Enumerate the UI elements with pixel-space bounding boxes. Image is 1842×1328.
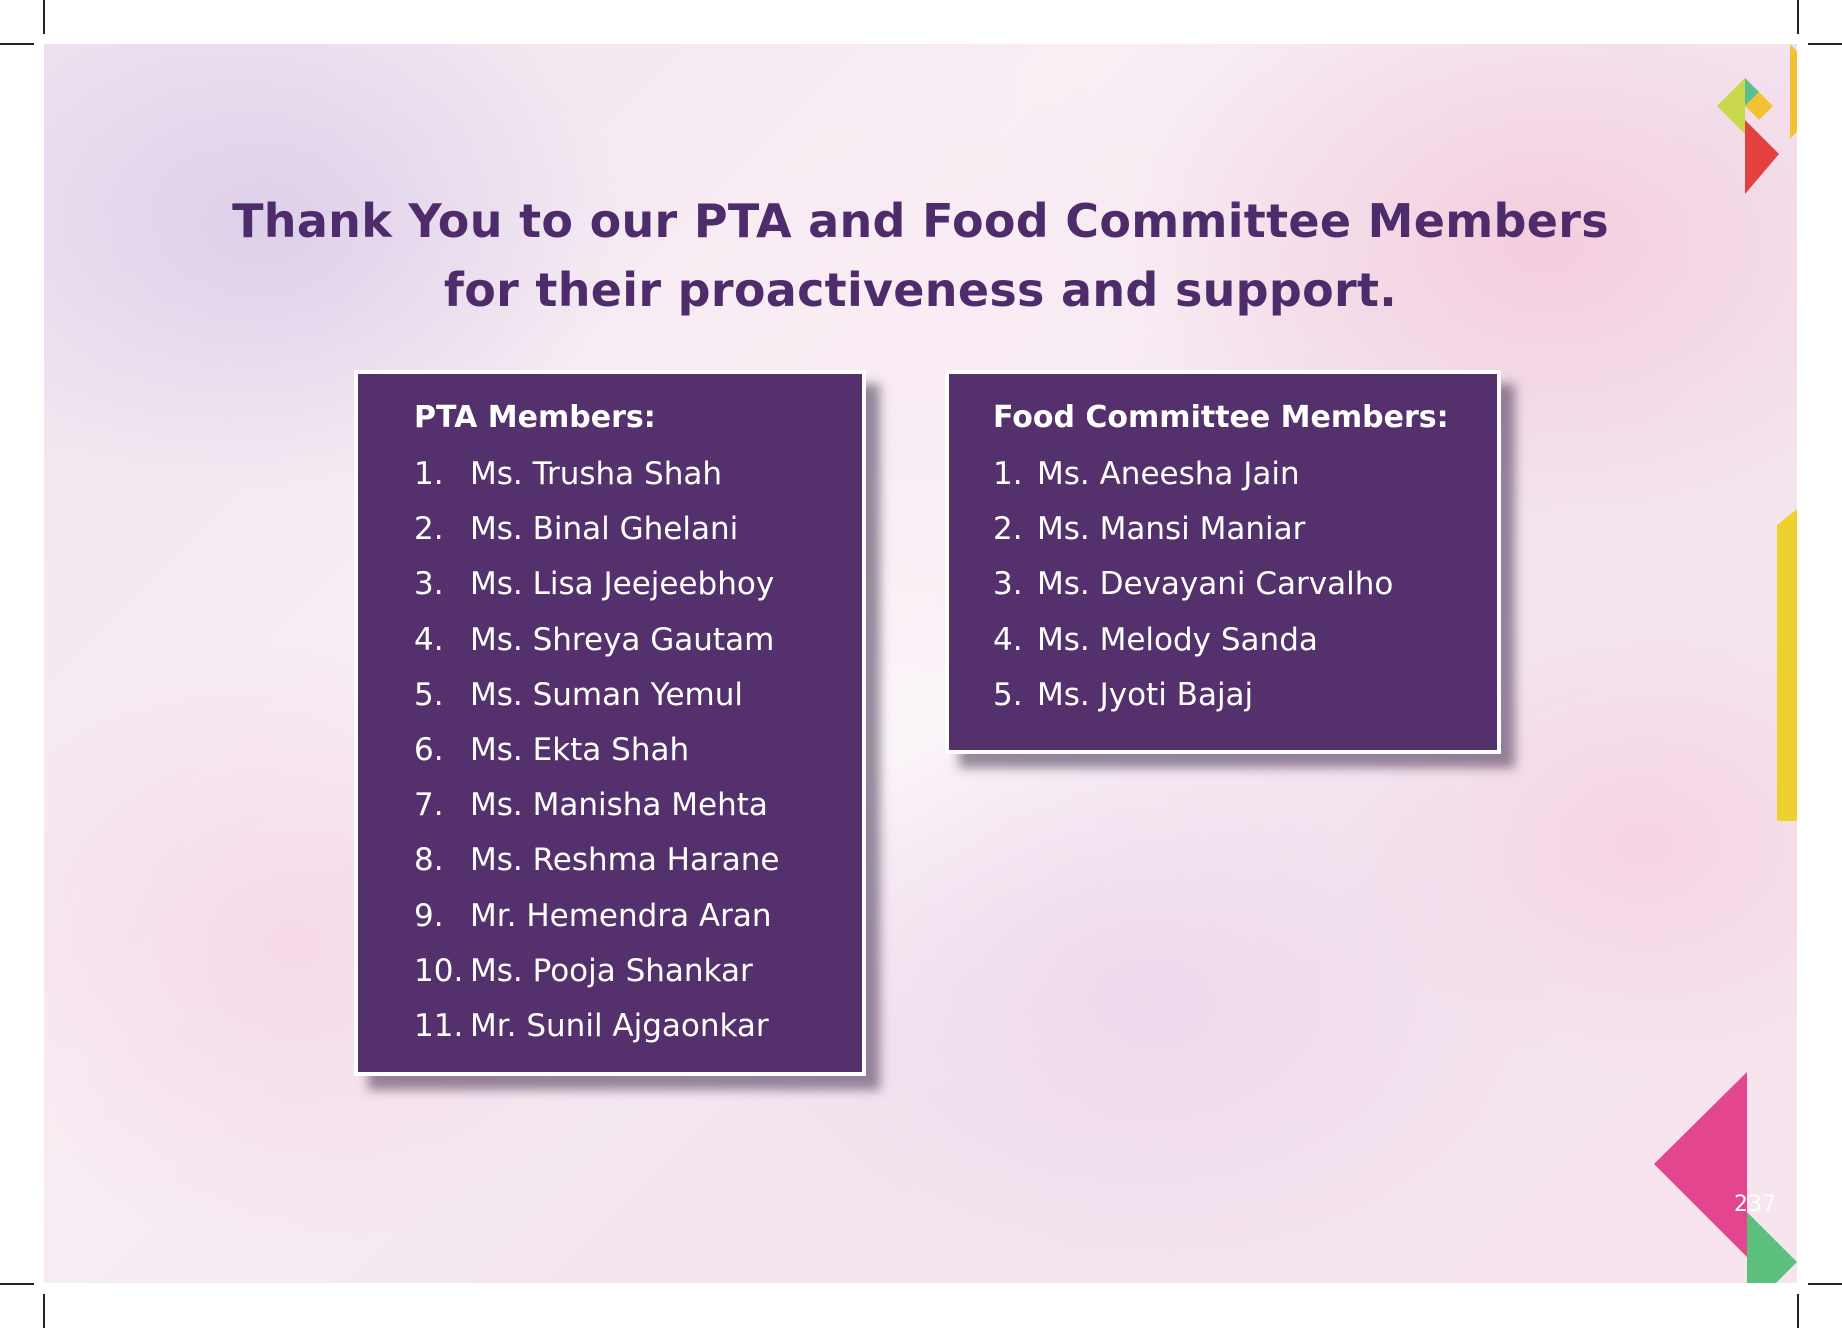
- crop-mark: [0, 1283, 34, 1285]
- list-item-name: Ms. Lisa Jeejeebhoy: [470, 566, 775, 603]
- list-item-name: Ms. Binal Ghelani: [470, 511, 739, 548]
- pta-members-list: [414, 454, 779, 1061]
- list-item-number: 3.: [414, 566, 444, 603]
- list-item-number: 2.: [414, 511, 444, 548]
- list-item-number: 5.: [414, 676, 444, 713]
- crop-mark: [43, 0, 45, 34]
- crop-mark: [0, 43, 34, 45]
- list-item-number: 1.: [414, 456, 444, 492]
- pta-members-panel: [354, 370, 866, 1076]
- red-triangle: [1745, 120, 1779, 194]
- list-item: [414, 840, 779, 895]
- list-item-name: Ms. Reshma Harane: [470, 842, 780, 879]
- crop-mark: [1808, 1283, 1842, 1285]
- list-item: [414, 675, 779, 730]
- list-item-name: Ms. Suman Yemul: [470, 676, 743, 713]
- lime-triangle: [1717, 78, 1745, 134]
- list-item-name: Ms. Trusha Shah: [470, 456, 722, 492]
- list-item: [993, 620, 1393, 675]
- pink-triangle: [1654, 1072, 1747, 1257]
- heading-line-1: Thank You to our PTA and Food Committee Members: [232, 194, 1609, 248]
- list-item-name: Mr. Sunil Ajgaonkar: [470, 1007, 769, 1044]
- list-item-number: 10.: [414, 952, 464, 989]
- list-item: [414, 896, 779, 951]
- food-committee-panel: [945, 370, 1501, 754]
- pta-members-title: PTA Members:: [414, 400, 656, 435]
- list-item-number: 8.: [414, 842, 444, 879]
- list-item-name: Mr. Hemendra Aran: [470, 897, 772, 934]
- list-item-number: 4.: [993, 621, 1023, 658]
- list-item-number: 11.: [414, 1007, 464, 1044]
- green-triangle: [1747, 1212, 1797, 1283]
- list-item: [414, 454, 779, 509]
- list-item: [993, 564, 1393, 619]
- list-item-name: Ms. Devayani Carvalho: [1037, 566, 1394, 603]
- list-item-number: 5.: [993, 676, 1023, 713]
- list-item: [993, 454, 1393, 509]
- page-number: 237: [1734, 1192, 1776, 1217]
- list-item: [414, 1006, 779, 1061]
- list-item: [414, 730, 779, 785]
- list-item: [414, 785, 779, 840]
- list-item-number: 6.: [414, 731, 444, 768]
- list-item-name: Ms. Mansi Maniar: [1037, 511, 1306, 548]
- list-item: [414, 564, 779, 619]
- side-bar-decoration: [1777, 509, 1797, 821]
- triangle-decoration-bottom-icon: [1654, 1072, 1797, 1283]
- list-item-number: 9.: [414, 897, 444, 934]
- list-item-name: Ms. Pooja Shankar: [470, 952, 753, 989]
- list-item-name: Ms. Aneesha Jain: [1037, 456, 1300, 492]
- list-item: [993, 675, 1393, 730]
- crop-mark: [1808, 43, 1842, 45]
- triangle-decoration-top-icon: [1687, 44, 1797, 194]
- list-item-number: 3.: [993, 566, 1023, 603]
- list-item: [993, 509, 1393, 564]
- list-item: [414, 951, 779, 1006]
- list-item-name: Ms. Melody Sanda: [1037, 621, 1318, 658]
- slide-background: [44, 44, 1797, 1283]
- food-committee-list: [993, 454, 1393, 730]
- crop-mark: [1797, 0, 1799, 34]
- list-item-number: 7.: [414, 787, 444, 824]
- list-item: [414, 509, 779, 564]
- list-item-number: 1.: [993, 456, 1023, 492]
- list-item-number: 2.: [993, 511, 1023, 548]
- yellow-triangle: [1790, 44, 1797, 139]
- list-item-name: Ms. Manisha Mehta: [470, 787, 768, 824]
- list-item: [414, 620, 779, 675]
- list-item-name: Ms. Shreya Gautam: [470, 621, 775, 658]
- heading-line-2: for their proactiveness and support.: [443, 263, 1398, 317]
- list-item-name: Ms. Jyoti Bajaj: [1037, 676, 1254, 713]
- list-item-number: 4.: [414, 621, 444, 658]
- food-committee-title: Food Committee Members:: [993, 400, 1449, 435]
- list-item-name: Ms. Ekta Shah: [470, 731, 690, 768]
- yellow-side-bar: [1777, 509, 1797, 821]
- crop-mark: [43, 1294, 45, 1328]
- crop-mark: [1797, 1294, 1799, 1328]
